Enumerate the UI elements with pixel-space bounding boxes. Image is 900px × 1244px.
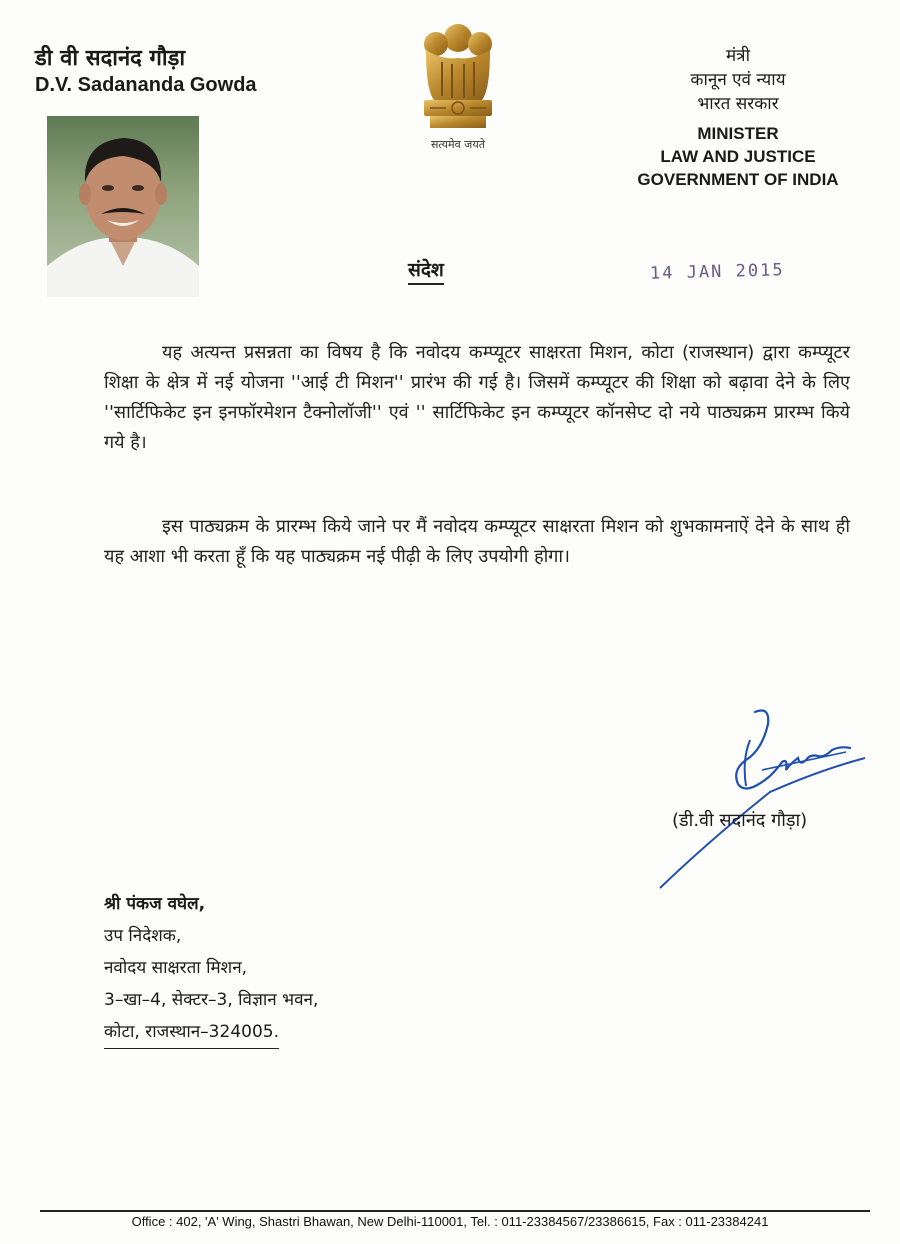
title-hindi-minister: मंत्री (726, 46, 750, 66)
recipient-address (104, 888, 318, 1049)
minister-photo (47, 116, 199, 297)
title-english-ministry: LAW AND JUSTICE (660, 147, 816, 166)
address-line-3: नवोदय साक्षरता मिशन, (104, 958, 248, 978)
emblem-motto: सत्यमेव जयते (430, 138, 485, 151)
ministry-title-block (608, 44, 868, 191)
office-footer: Office : 402, 'A' Wing, Shastri Bhawan, New Delhi-110001, Tel. : 011-23384567/23386615, Fax : 011-23384241 (131, 1214, 769, 1229)
title-english-minister: MINISTER (697, 124, 779, 143)
address-line-5: कोटा, राजस्थान–324005. (104, 1016, 279, 1049)
address-line-4: 3–खा–4, सेक्टर–3, विज्ञान भवन, (104, 990, 319, 1010)
letter-subject: संदेश (408, 256, 444, 285)
title-hindi-ministry: कानून एवं न्याय (690, 70, 786, 90)
sender-name-english: D.V. Sadananda Gowda (35, 74, 257, 96)
title-hindi-government: भारत सरकार (697, 94, 779, 114)
paragraph-2-text: इस पाठ्यक्रम के प्रारम्भ किये जाने पर मैं नवोदय कम्प्यूटर साक्षरता मिशन को शुभकामनाऐं देने के साथ ही यह आशा भी करता हूँ कि यह पाठ्यक्रम नई पीढ़ी के लिए उपयोगी होगा। (104, 516, 850, 567)
paragraph-1-text: यह अत्यन्त प्रसन्नता का विषय है कि नवोदय कम्प्यूटर साक्षरता मिशन, कोटा (राजस्थान) द्वारा कम्प्यूटर शिक्षा के क्षेत्र में नई योजना ''आई टी मिशन'' प्रारंभ की गई है। जिसमें कम्प्यूटर की शिक्षा को बढ़ावा देने के लिए ''सार्टिफिकेट इन इनफॉरमेशन टैक्नोलॉजी'' एवं '' सार्टिफिकेट इन कम्प्यूटर कॉनसेप्ट दो नये पाठ्यक्रम प्रारम्भ किये गये है। (104, 342, 850, 453)
national-emblem-icon (418, 20, 498, 135)
body-paragraph-1 (104, 338, 850, 458)
sender-name-hindi: डी वी सदानंद गौड़ा (35, 46, 186, 71)
title-english-government: GOVERNMENT OF INDIA (637, 170, 839, 189)
handwritten-signature (650, 700, 880, 900)
address-line-2: उप निदेशक, (104, 926, 182, 946)
address-line-1: श्री पंकज वघेल, (104, 894, 206, 914)
date-stamp: 14 JAN 2015 (649, 260, 785, 284)
body-paragraph-2 (104, 512, 850, 572)
signatory-name: (डी.वी सदानंद गौड़ा) (672, 810, 808, 831)
footer-divider (40, 1210, 870, 1212)
